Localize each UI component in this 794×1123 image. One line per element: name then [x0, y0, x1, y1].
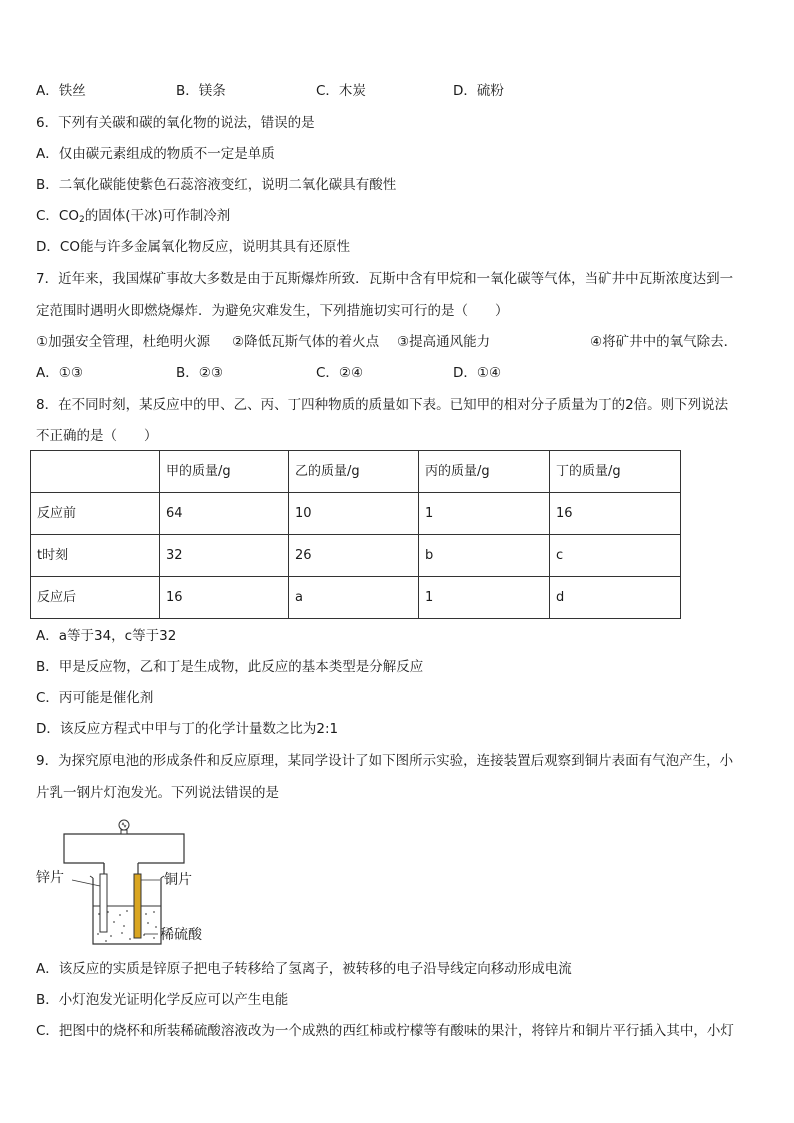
q7-item-4: ④将矿井中的氧气除去．	[590, 334, 738, 350]
q9-option-c: C．把图中的烧杯和所装稀硫酸溶液改为一个成熟的西红柿或柠檬等有酸味的果汁，将锌片和铜片平行插入其中，小灯	[36, 1023, 734, 1039]
copper-label: 铜片	[164, 872, 192, 888]
q7-item-3: ③提高通风能力	[397, 334, 491, 350]
table-cell: t时刻	[31, 535, 160, 577]
table-cell: d	[550, 577, 681, 619]
table-cell: 16	[160, 577, 289, 619]
acid-label: 稀硫酸	[160, 927, 202, 943]
table-cell: 1	[419, 577, 550, 619]
q9-option-a: A．该反应的实质是锌原子把电子转移给了氢离子，被转移的电子沿导线定向移动形成电流	[36, 961, 572, 977]
table-cell: 10	[289, 493, 419, 535]
table-cell: 16	[550, 493, 681, 535]
q8-option-a: A．a等于34，c等于32	[36, 628, 177, 644]
zinc-label: 锌片	[36, 870, 64, 886]
q7-stem-line2: 定范围时遇明火即燃烧爆炸．为避免灾难发生，下列措施切实可行的是（ ）	[36, 303, 509, 319]
bulb-icon	[119, 820, 129, 834]
q9-option-b: B．小灯泡发光证明化学反应可以产生电能	[36, 992, 289, 1008]
mass-table	[30, 450, 681, 619]
table-cell: 26	[289, 535, 419, 577]
table-cell: b	[419, 535, 550, 577]
wire	[64, 834, 184, 863]
table-cell: c	[550, 535, 681, 577]
copper-strip	[134, 874, 141, 938]
q5-option-a: A．铁丝	[36, 83, 86, 99]
q6-option-c	[36, 207, 230, 225]
q7-option-b: B．②③	[176, 365, 223, 381]
table-row	[31, 535, 681, 577]
table-row	[31, 577, 681, 619]
q9-stem-line1: 9．为探究原电池的形成条件和反应原理，某同学设计了如下图所示实验，连接装置后观察到铜片表面有气泡产生，小	[36, 753, 734, 769]
q6-option-b: B．二氧化碳能使紫色石蕊溶液变红，说明二氧化碳具有酸性	[36, 177, 397, 193]
q8-option-c: C．丙可能是催化剂	[36, 690, 154, 706]
table-header-cell: 丁的质量/g	[550, 451, 681, 493]
q8-stem-line2: 不正确的是（ ）	[36, 428, 158, 444]
table-cell: 64	[160, 493, 289, 535]
zinc-strip	[100, 874, 107, 932]
q8-stem-line1: 8．在不同时刻，某反应中的甲、乙、丙、丁四种物质的质量如下表。已知甲的相对分子质量为丁的2倍。则下列说法	[36, 397, 729, 413]
galvanic-cell-diagram	[36, 818, 226, 948]
table-cell: 1	[419, 493, 550, 535]
table-header-cell: 乙的质量/g	[289, 451, 419, 493]
q6-stem: 6．下列有关碳和碳的氧化物的说法，错误的是	[36, 115, 315, 131]
q7-stem-line1: 7．近年来，我国煤矿事故大多数是由于瓦斯爆炸所致．瓦斯中含有甲烷和一氧化碳等气体，当矿井中瓦斯浓度达到一	[36, 271, 734, 287]
table-header-cell	[31, 451, 160, 493]
table-header-row	[31, 451, 681, 493]
q5-option-c: C．木炭	[316, 83, 366, 99]
q6-option-c-subscript: 2	[78, 215, 85, 225]
table-header-cell: 丙的质量/g	[419, 451, 550, 493]
zinc-leader	[72, 880, 100, 886]
table-header-cell: 甲的质量/g	[160, 451, 289, 493]
q8-option-d: D．该反应方程式中甲与丁的化学计量数之比为2:1	[36, 721, 339, 737]
table-cell: a	[289, 577, 419, 619]
q6-option-c-suffix: 的固体(干冰)可作制冷剂	[84, 208, 231, 224]
q7-option-c: C．②④	[316, 365, 364, 381]
q7-item-1: ①加强安全管理，杜绝明火源	[36, 334, 211, 350]
q9-stem-line2: 片乳一钢片灯泡发光。下列说法错误的是	[36, 785, 279, 801]
table-cell: 反应前	[31, 493, 160, 535]
table-row	[31, 493, 681, 535]
table-cell: 反应后	[31, 577, 160, 619]
q7-option-d: D．①④	[453, 365, 502, 381]
q5-option-b: B．镁条	[176, 83, 226, 99]
q5-option-d: D．硫粉	[453, 83, 504, 99]
q6-option-a: A．仅由碳元素组成的物质不一定是单质	[36, 146, 275, 162]
q7-item-2: ②降低瓦斯气体的着火点	[232, 334, 380, 350]
table-cell: 32	[160, 535, 289, 577]
q8-option-b: B．甲是反应物，乙和丁是生成物，此反应的基本类型是分解反应	[36, 659, 424, 675]
q6-option-d: D．CO能与许多金属氧化物反应，说明其具有还原性	[36, 239, 350, 255]
q7-option-a: A．①③	[36, 365, 83, 381]
q6-option-c-prefix: C．CO	[36, 208, 79, 224]
